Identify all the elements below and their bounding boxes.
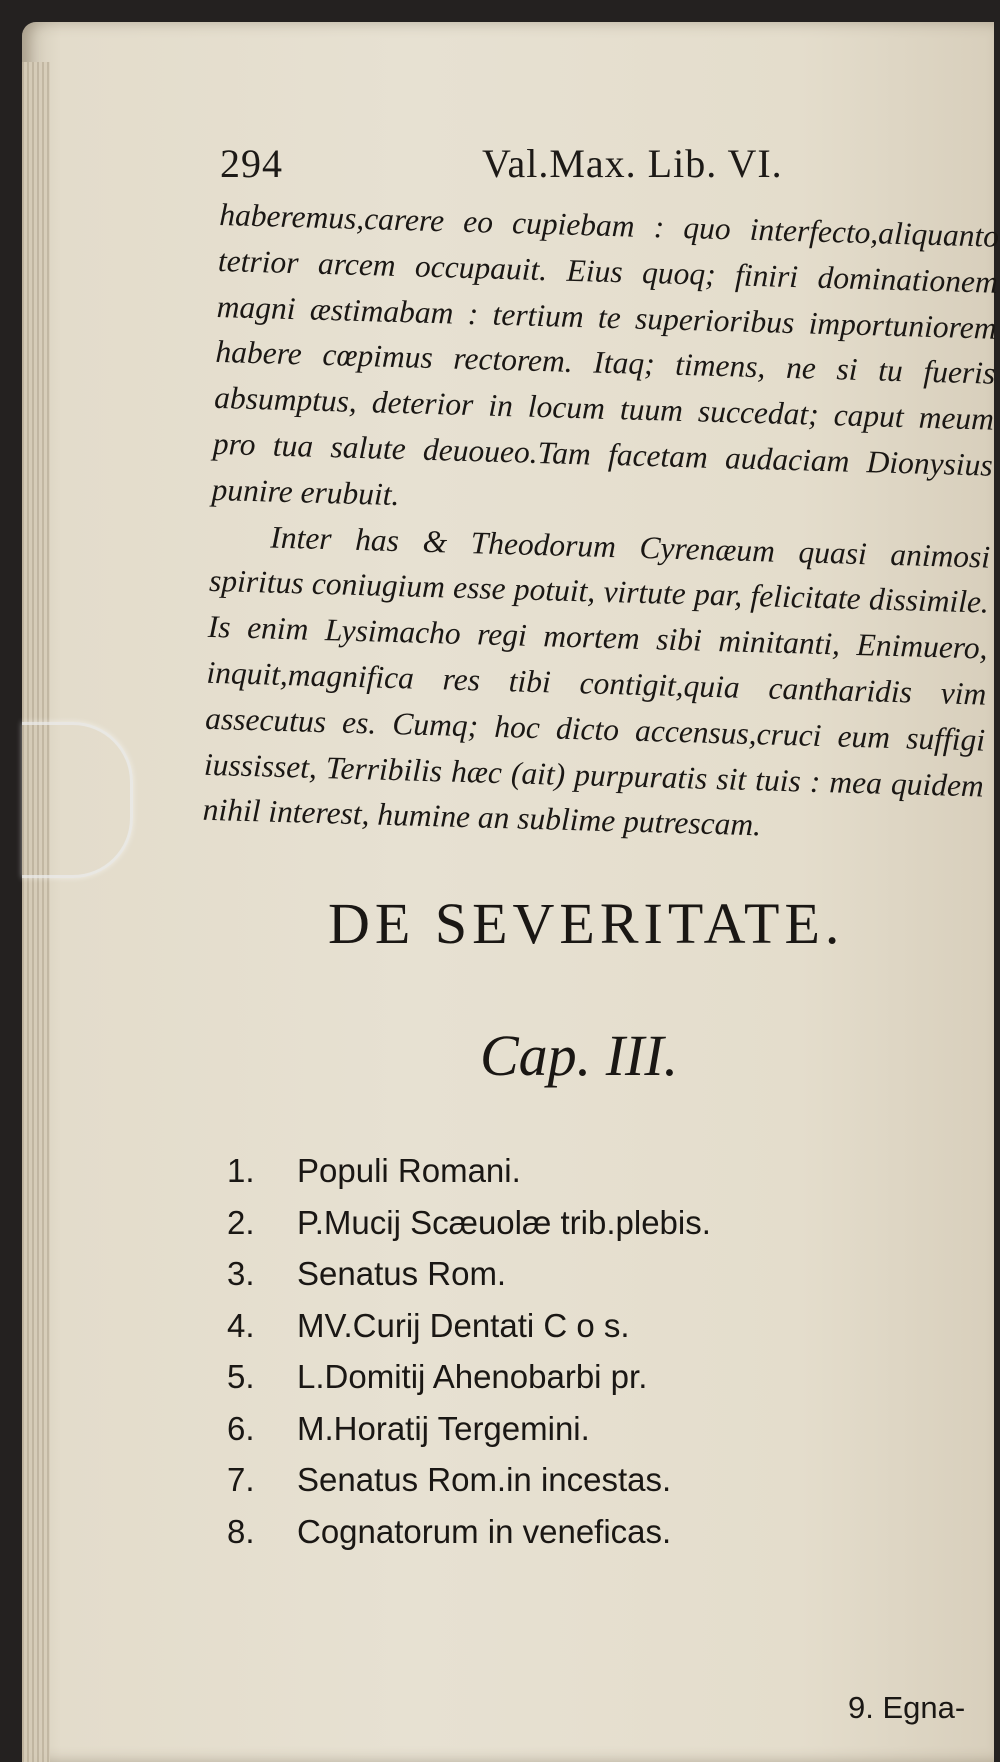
contents-label: Cognatorum in veneficas.	[297, 1512, 672, 1550]
chapter-heading	[480, 1022, 678, 1089]
chapter-numeral: III.	[605, 1023, 679, 1088]
page-edges	[22, 62, 50, 1762]
chapter-contents	[227, 1152, 927, 1564]
section-title: DE SEVERITATE.	[328, 891, 845, 956]
contents-item	[227, 1358, 927, 1410]
contents-number: 1.	[227, 1152, 255, 1189]
contents-number: 7.	[227, 1461, 255, 1498]
paragraph: haberemus,carere eo cupiebam : quo interfecto,aliquanto tetrior arcem occupauit. Eius quoq; finiri dominationem magni æstimabam : tertium te superioribus importuniorem habere cœpimus rectorem. Itaq; timens, ne si tu fueris absumptus, deterior in locum tuum succedat; caput meum pro tua salute deuoueo.Tam facetam audaciam Dionysius punire erubuit.	[211, 196, 1000, 512]
body-text	[202, 192, 1000, 855]
contents-number: 3.	[227, 1255, 255, 1292]
running-title: Val.Max. Lib. VI.	[482, 141, 783, 186]
clip-icon	[22, 722, 133, 878]
contents-item	[227, 1410, 927, 1462]
contents-label: Senatus Rom.	[297, 1255, 507, 1292]
contents-label: MV.Curij Dentati C o s.	[297, 1306, 630, 1344]
contents-item	[227, 1307, 927, 1359]
chapter-label: Cap.	[480, 1023, 592, 1088]
contents-number: 6.	[227, 1409, 255, 1447]
contents-item	[227, 1255, 927, 1307]
page-number: 294	[220, 141, 283, 186]
contents-number: 5.	[227, 1358, 255, 1395]
contents-number: 4.	[227, 1306, 255, 1344]
paragraph: Inter has & Theodorum Cyrenæum quasi animosi spiritus coniugium esse potuit, virtute par, felicitate dissimile. Is enim Lysimacho regi mortem sibi minitanti, Enimuero, inquit,magnifica res tibi contigit,quia cantharidis vim assecutus es. Cumq; hoc dicto accensus,cruci eum suffigi iussisset, Terribilis hæc (ait) purpuratis sit tuis : mea quidem nihil interest, humine an sublime putrescam.	[202, 519, 991, 843]
contents-item	[227, 1513, 927, 1565]
contents-label: Populi Romani.	[297, 1152, 521, 1189]
contents-number: 2.	[227, 1203, 255, 1241]
contents-item	[227, 1204, 927, 1256]
contents-item	[227, 1152, 927, 1204]
contents-number: 8.	[227, 1512, 255, 1550]
contents-label: P.Mucij Scæuolæ trib.plebis.	[297, 1203, 711, 1241]
contents-item	[227, 1461, 927, 1513]
book-page	[22, 22, 1000, 1762]
catchword: 9. Egna-	[848, 1690, 966, 1725]
contents-label: M.Horatij Tergemini.	[297, 1409, 590, 1447]
contents-label: Senatus Rom.in incestas.	[297, 1461, 672, 1498]
contents-label: L.Domitij Ahenobarbi pr.	[297, 1358, 648, 1395]
